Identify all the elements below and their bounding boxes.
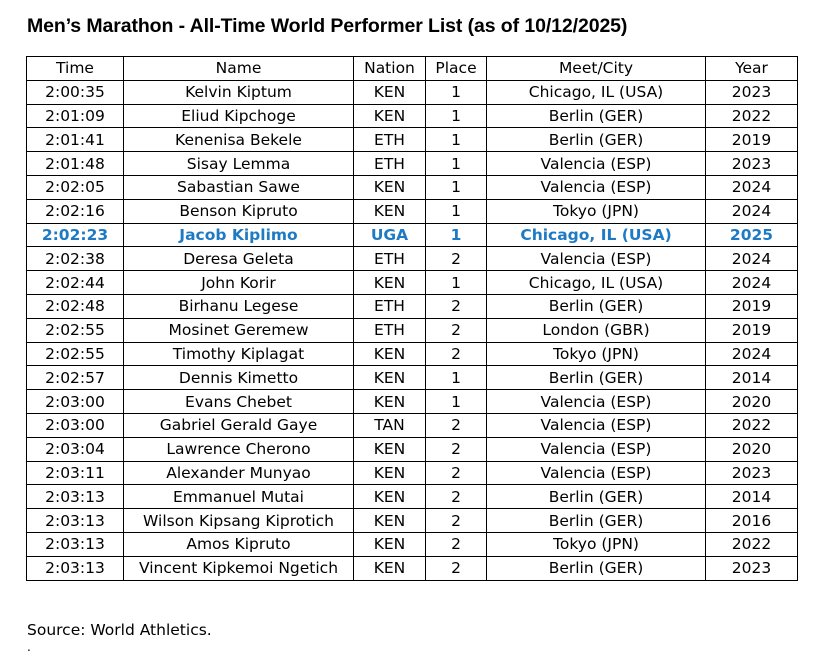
cell-nation: KEN xyxy=(354,80,426,104)
cell-year: 2020 xyxy=(706,437,798,461)
cell-nation: KEN xyxy=(354,104,426,128)
cell-time: 2:03:00 xyxy=(27,413,124,437)
cell-time: 2:02:57 xyxy=(27,366,124,390)
cell-name: Timothy Kiplagat xyxy=(124,342,354,366)
header-place: Place xyxy=(426,57,487,81)
cell-time: 2:01:41 xyxy=(27,128,124,152)
cell-meet: Berlin (GER) xyxy=(487,485,706,509)
cell-meet: Chicago, IL (USA) xyxy=(487,223,706,247)
cell-nation: ETH xyxy=(354,318,426,342)
cell-year: 2023 xyxy=(706,152,798,176)
table-row xyxy=(27,342,798,366)
source-note: Source: World Athletics. xyxy=(27,621,212,639)
cell-year: 2019 xyxy=(706,128,798,152)
cell-name: Kelvin Kiptum xyxy=(124,80,354,104)
cell-name: Wilson Kipsang Kiprotich xyxy=(124,509,354,533)
cell-meet: Valencia (ESP) xyxy=(487,413,706,437)
cell-time: 2:02:38 xyxy=(27,247,124,271)
cell-nation: UGA xyxy=(354,223,426,247)
cell-year: 2022 xyxy=(706,104,798,128)
cell-nation: KEN xyxy=(354,437,426,461)
cell-meet: Chicago, IL (USA) xyxy=(487,271,706,295)
cell-meet: London (GBR) xyxy=(487,318,706,342)
cell-place: 2 xyxy=(426,532,487,556)
cell-place: 2 xyxy=(426,461,487,485)
cell-time: 2:03:11 xyxy=(27,461,124,485)
cell-year: 2016 xyxy=(706,509,798,533)
cell-time: 2:02:16 xyxy=(27,199,124,223)
cell-time: 2:03:00 xyxy=(27,390,124,414)
cell-year: 2024 xyxy=(706,175,798,199)
cell-name: Birhanu Legese xyxy=(124,294,354,318)
cell-nation: KEN xyxy=(354,366,426,390)
cell-name: Vincent Kipkemoi Ngetich xyxy=(124,556,354,580)
table-row xyxy=(27,128,798,152)
cell-meet: Tokyo (JPN) xyxy=(487,532,706,556)
trailing-mark: . xyxy=(27,640,31,654)
table-row xyxy=(27,437,798,461)
cell-nation: KEN xyxy=(354,175,426,199)
cell-nation: ETH xyxy=(354,152,426,176)
cell-year: 2022 xyxy=(706,413,798,437)
cell-name: Dennis Kimetto xyxy=(124,366,354,390)
cell-name: Alexander Munyao xyxy=(124,461,354,485)
cell-nation: TAN xyxy=(354,413,426,437)
cell-place: 1 xyxy=(426,271,487,295)
header-year: Year xyxy=(706,57,798,81)
cell-place: 2 xyxy=(426,247,487,271)
cell-place: 2 xyxy=(426,342,487,366)
cell-nation: KEN xyxy=(354,485,426,509)
cell-name: Eliud Kipchoge xyxy=(124,104,354,128)
cell-year: 2023 xyxy=(706,556,798,580)
cell-year: 2019 xyxy=(706,294,798,318)
cell-name: Sisay Lemma xyxy=(124,152,354,176)
cell-year: 2023 xyxy=(706,80,798,104)
cell-nation: KEN xyxy=(354,199,426,223)
cell-time: 2:02:55 xyxy=(27,318,124,342)
cell-place: 1 xyxy=(426,366,487,390)
table-row xyxy=(27,104,798,128)
cell-year: 2014 xyxy=(706,485,798,509)
cell-nation: KEN xyxy=(354,271,426,295)
table-row xyxy=(27,294,798,318)
cell-time: 2:00:35 xyxy=(27,80,124,104)
cell-time: 2:03:13 xyxy=(27,556,124,580)
cell-meet: Chicago, IL (USA) xyxy=(487,80,706,104)
cell-meet: Valencia (ESP) xyxy=(487,461,706,485)
cell-meet: Berlin (GER) xyxy=(487,294,706,318)
cell-place: 2 xyxy=(426,437,487,461)
header-meet: Meet/City xyxy=(487,57,706,81)
cell-nation: KEN xyxy=(354,390,426,414)
cell-name: Lawrence Cherono xyxy=(124,437,354,461)
cell-meet: Berlin (GER) xyxy=(487,104,706,128)
table-row xyxy=(27,247,798,271)
cell-year: 2014 xyxy=(706,366,798,390)
cell-time: 2:03:13 xyxy=(27,509,124,533)
cell-meet: Valencia (ESP) xyxy=(487,437,706,461)
cell-name: Evans Chebet xyxy=(124,390,354,414)
cell-name: Amos Kipruto xyxy=(124,532,354,556)
cell-name: John Korir xyxy=(124,271,354,295)
cell-year: 2025 xyxy=(706,223,798,247)
cell-time: 2:02:05 xyxy=(27,175,124,199)
cell-place: 2 xyxy=(426,318,487,342)
table-body xyxy=(27,80,798,580)
cell-meet: Berlin (GER) xyxy=(487,509,706,533)
table-row xyxy=(27,318,798,342)
cell-name: Deresa Geleta xyxy=(124,247,354,271)
cell-nation: KEN xyxy=(354,532,426,556)
cell-place: 1 xyxy=(426,128,487,152)
table-row xyxy=(27,485,798,509)
cell-meet: Valencia (ESP) xyxy=(487,247,706,271)
cell-meet: Berlin (GER) xyxy=(487,366,706,390)
table-row xyxy=(27,509,798,533)
cell-time: 2:02:48 xyxy=(27,294,124,318)
cell-meet: Tokyo (JPN) xyxy=(487,342,706,366)
table-row xyxy=(27,223,798,247)
cell-nation: KEN xyxy=(354,342,426,366)
table-header-row xyxy=(27,57,798,81)
cell-meet: Berlin (GER) xyxy=(487,128,706,152)
cell-name: Mosinet Geremew xyxy=(124,318,354,342)
cell-name: Kenenisa Bekele xyxy=(124,128,354,152)
cell-place: 1 xyxy=(426,175,487,199)
cell-time: 2:02:55 xyxy=(27,342,124,366)
document-title: Men’s Marathon - All-Time World Performer List (as of 10/12/2025) xyxy=(27,15,628,37)
table-row xyxy=(27,413,798,437)
cell-time: 2:02:44 xyxy=(27,271,124,295)
table-row xyxy=(27,366,798,390)
cell-name: Gabriel Gerald Gaye xyxy=(124,413,354,437)
cell-place: 1 xyxy=(426,104,487,128)
cell-place: 2 xyxy=(426,485,487,509)
cell-meet: Tokyo (JPN) xyxy=(487,199,706,223)
table-row xyxy=(27,199,798,223)
cell-year: 2024 xyxy=(706,342,798,366)
cell-time: 2:03:13 xyxy=(27,532,124,556)
table-row xyxy=(27,532,798,556)
cell-place: 1 xyxy=(426,223,487,247)
cell-name: Jacob Kiplimo xyxy=(124,223,354,247)
table-row xyxy=(27,461,798,485)
cell-time: 2:01:09 xyxy=(27,104,124,128)
cell-nation: KEN xyxy=(354,461,426,485)
cell-year: 2024 xyxy=(706,247,798,271)
table-row xyxy=(27,152,798,176)
header-name: Name xyxy=(124,57,354,81)
cell-place: 1 xyxy=(426,80,487,104)
cell-place: 1 xyxy=(426,390,487,414)
cell-name: Benson Kipruto xyxy=(124,199,354,223)
cell-year: 2023 xyxy=(706,461,798,485)
cell-year: 2020 xyxy=(706,390,798,414)
cell-place: 2 xyxy=(426,556,487,580)
cell-place: 2 xyxy=(426,509,487,533)
table-row xyxy=(27,271,798,295)
cell-place: 1 xyxy=(426,152,487,176)
cell-meet: Berlin (GER) xyxy=(487,556,706,580)
cell-time: 2:03:13 xyxy=(27,485,124,509)
cell-nation: KEN xyxy=(354,556,426,580)
cell-place: 2 xyxy=(426,294,487,318)
header-nation: Nation xyxy=(354,57,426,81)
table-row xyxy=(27,80,798,104)
cell-nation: ETH xyxy=(354,247,426,271)
cell-meet: Valencia (ESP) xyxy=(487,175,706,199)
table-row xyxy=(27,390,798,414)
cell-name: Emmanuel Mutai xyxy=(124,485,354,509)
cell-time: 2:03:04 xyxy=(27,437,124,461)
performer-table xyxy=(26,56,798,581)
cell-year: 2024 xyxy=(706,199,798,223)
cell-time: 2:01:48 xyxy=(27,152,124,176)
cell-year: 2019 xyxy=(706,318,798,342)
table-row xyxy=(27,556,798,580)
cell-name: Sabastian Sawe xyxy=(124,175,354,199)
cell-place: 2 xyxy=(426,413,487,437)
cell-place: 1 xyxy=(426,199,487,223)
cell-nation: KEN xyxy=(354,509,426,533)
cell-nation: ETH xyxy=(354,128,426,152)
cell-year: 2024 xyxy=(706,271,798,295)
cell-meet: Valencia (ESP) xyxy=(487,152,706,176)
table-row xyxy=(27,175,798,199)
cell-time: 2:02:23 xyxy=(27,223,124,247)
cell-meet: Valencia (ESP) xyxy=(487,390,706,414)
header-time: Time xyxy=(27,57,124,81)
cell-nation: ETH xyxy=(354,294,426,318)
cell-year: 2022 xyxy=(706,532,798,556)
